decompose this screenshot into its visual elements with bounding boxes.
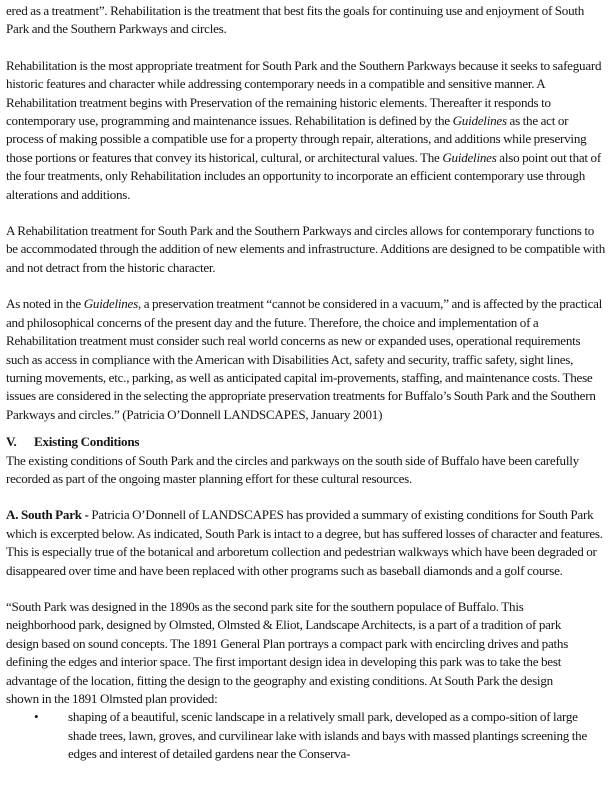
block-quote-south-park: “South Park was designed in the 1890s as the second park site for the southern populace of Buffalo. This neighborhood park, designed by Olmsted, Olmsted & Eliot, Landscape Architects, is a part of a tradition of park design based on sound concepts. The 1891 General Plan portrays a compact park with encircling drives and paths defining the edges and interior space. The first important design idea in developing this park was to take the best advantage of the location, fitting the design to the geography and existing conditions. At South Park the design shown in the 1891 Olmsted plan provided: bbox=[6, 598, 569, 706]
guidelines-italic: Guidelines bbox=[83, 296, 138, 312]
paragraph-south-park: A. South Park - Patricia O’Donnell of LANDSCAPES has provided a summary of existing conditions for South Park which is excerpted below. As indicated, South Park is intact to a degree, but has suffered losses of character and features. This is especially true of the botanical and arboretum collection and pedestrian walkways which have been degraded or disappeared over time and have been replaced with other programs such as baseball diamonds and a golf course. bbox=[6, 507, 603, 578]
list-item-text: shaping of a beautiful, scenic landscape in a relatively small park, developed as a compo-sition of large shade trees, lawn, groves, and curvilinear lake with islands and bays with massed plantings screening the edges and interest of detailed gardens near the Conserva- bbox=[68, 709, 588, 762]
section-heading-existing-conditions bbox=[6, 433, 606, 451]
document-page bbox=[6, 2, 606, 764]
paragraph-rehabilitation-appropriate: Rehabilitation is the most appropriate treatment for South Park and the Southern Parkways because it seeks to safeguard historic features and character while addressing contemporary needs in a compatible and sensitive manner. A Rehabilitation treatment begins with Preservation of the remaining historic elements. Thereafter it responds to contemporary use, programming and maintenance issues. Rehabilitation is defined by the Guidelines as the act or process of making possible a compatible use for a property through repair, alterations, and additions while preserving those portions or features that convey its historical, cultural, or architectural values. The Guidelines also point out that of the four treatments, only Rehabilitation includes an opportunity to incorporate an efficient contemporary use through alterations and additions. bbox=[6, 57, 602, 202]
paragraph-existing-conditions: The existing conditions of South Park and the circles and parkways on the south side of Buffalo have been carefully recorded as part of the ongoing master planning effort for these cultural resources. bbox=[6, 452, 579, 486]
section-number: V. bbox=[6, 434, 17, 450]
paragraph-guidelines-note: As noted in the Guidelines, a preservation treatment “cannot be considered in a vacuum,” and is affected by the practical and philosophical concerns of the present day and the future. Therefore, the choice and implementation of a Rehabilitation treatment must consider such real world concerns as new or expanded uses, operational requirements such as access in compliance with the American with Disabilities Act, safety and security, traffic safety, sight lines, turning movements, etc., parking, as well as anticipated capital im-provements, staffing, and maintenance costs. These issues are considered in the selecting the appropriate preservation treatments for Buffalo’s South Park and the Southern Parkways and circles.” (Patricia O’Donnell LANDSCAPES, January 2001) bbox=[6, 296, 603, 422]
paragraph-rehabilitation-treatment: A Rehabilitation treatment for South Park and the Southern Parkways and circles allows for contemporary functions to be accommodated through the addition of new elements and infrastructure. Additions are designed to be compatible with and not detract from the historic character. bbox=[6, 223, 605, 275]
section-title: Existing Conditions bbox=[34, 434, 140, 450]
subsection-label-south-park: A. South Park bbox=[6, 507, 82, 523]
guidelines-italic: Guidelines bbox=[442, 149, 497, 165]
paragraph-continuation: ered as a treatment”. Rehabilitation is the treatment that best fits the goals for continuing use and enjoyment of South Park and the Southern Parkways and circles. bbox=[6, 3, 585, 37]
bullet-icon: • bbox=[34, 709, 39, 725]
list-item bbox=[34, 708, 604, 763]
guidelines-italic: Guidelines bbox=[452, 113, 507, 129]
